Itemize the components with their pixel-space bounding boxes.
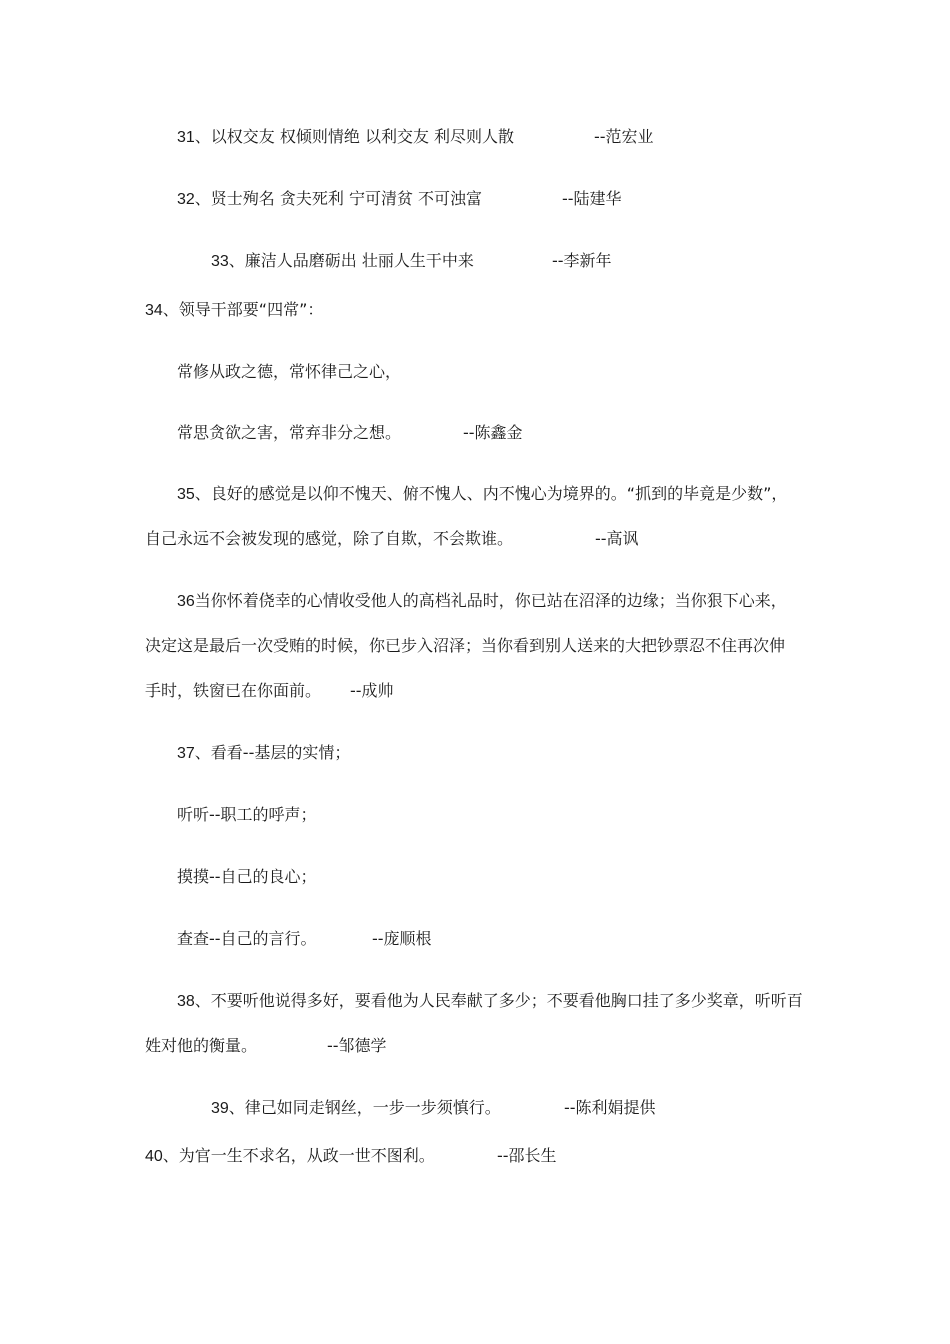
quote-40: [145, 1146, 557, 1167]
quote-32: [177, 189, 622, 210]
quote-text: 、看看--基层的实情；: [194, 743, 351, 762]
quote-text: 、律己如同走钢丝，一步一步须慎行。: [228, 1098, 501, 1117]
quote-number: 34: [145, 302, 163, 319]
quote-35-line2: [145, 529, 639, 549]
quote-text: 、贤士殉名 贪夫死利 宁可清贫 不可浊富: [194, 189, 483, 208]
quote-text: 、为官一生不求名，从政一世不图利。: [162, 1146, 435, 1165]
quote-37-line4: [177, 929, 432, 949]
quote-author: --邵长生: [497, 1146, 557, 1165]
quote-number: 39: [211, 1100, 229, 1117]
quote-author: --陈利娟提供: [564, 1098, 656, 1117]
quote-text: 姓对他的衡量。: [145, 1036, 258, 1055]
quote-text: 手时，铁窗已在你面前。: [145, 681, 322, 700]
quote-text: 、不要听他说得多好，要看他为人民奉献了多少；不要看他胸口挂了多少奖章，听听百: [194, 991, 803, 1010]
quote-36-line3: [145, 681, 394, 701]
quote-34-line2: 常修从政之德，常怀律己之心，: [177, 362, 402, 381]
quote-36: [177, 591, 787, 612]
quote-number: 35: [177, 486, 195, 503]
quote-author: --邹德学: [327, 1036, 387, 1055]
quote-number: 33: [211, 253, 229, 270]
quote-text: 常思贪欲之害，常弃非分之想。: [177, 423, 402, 442]
quote-33: [211, 251, 612, 272]
quote-author: --庞顺根: [372, 929, 432, 948]
quote-36-line2: 决定这是最后一次受贿的时候，你已步入沼泽；当你看到别人送来的大把钞票忍不住再次伸: [145, 636, 786, 655]
quote-author: --李新年: [552, 251, 612, 270]
quote-38: [177, 991, 803, 1012]
quote-text: 自己永远不会被发现的感觉，除了自欺，不会欺谁。: [145, 529, 514, 548]
quote-author: --陆建华: [562, 189, 622, 208]
quote-text: 、领导干部要“四常”：: [162, 300, 324, 319]
quote-34: [145, 300, 323, 321]
quote-text: 、廉洁人品磨砺出 壮丽人生干中来: [228, 251, 474, 270]
quote-37: [177, 743, 350, 764]
quote-author: --陈鑫金: [463, 423, 523, 442]
quote-author: --成帅: [350, 681, 394, 700]
quote-number: 37: [177, 745, 195, 762]
quote-number: 38: [177, 993, 195, 1010]
quote-31: [177, 127, 654, 148]
quote-text: 查查--自己的言行。: [177, 929, 317, 948]
quote-text: 当你怀着侥幸的心情收受他人的高档礼品时，你已站在沼泽的边缘；当你狠下心来，: [194, 591, 787, 610]
quote-number: 40: [145, 1148, 163, 1165]
quote-35: [177, 484, 787, 505]
quote-34-line3: [177, 423, 523, 443]
quote-39: [211, 1098, 656, 1119]
quote-number: 36: [177, 593, 195, 610]
quote-number: 32: [177, 191, 195, 208]
quote-38-line2: [145, 1036, 387, 1056]
quote-37-line3: 摸摸--自己的良心；: [177, 867, 317, 886]
quote-37-line2: 听听--职工的呼声；: [177, 805, 317, 824]
quote-author: --范宏业: [594, 127, 654, 146]
quote-author: --高讽: [595, 529, 639, 548]
quote-text: 、良好的感觉是以仰不愧天、俯不愧人、内不愧心为境界的。“抓到的毕竟是少数”，: [194, 484, 788, 503]
quote-text: 、以权交友 权倾则情绝 以利交友 利尽则人散: [194, 127, 515, 146]
quote-number: 31: [177, 129, 195, 146]
